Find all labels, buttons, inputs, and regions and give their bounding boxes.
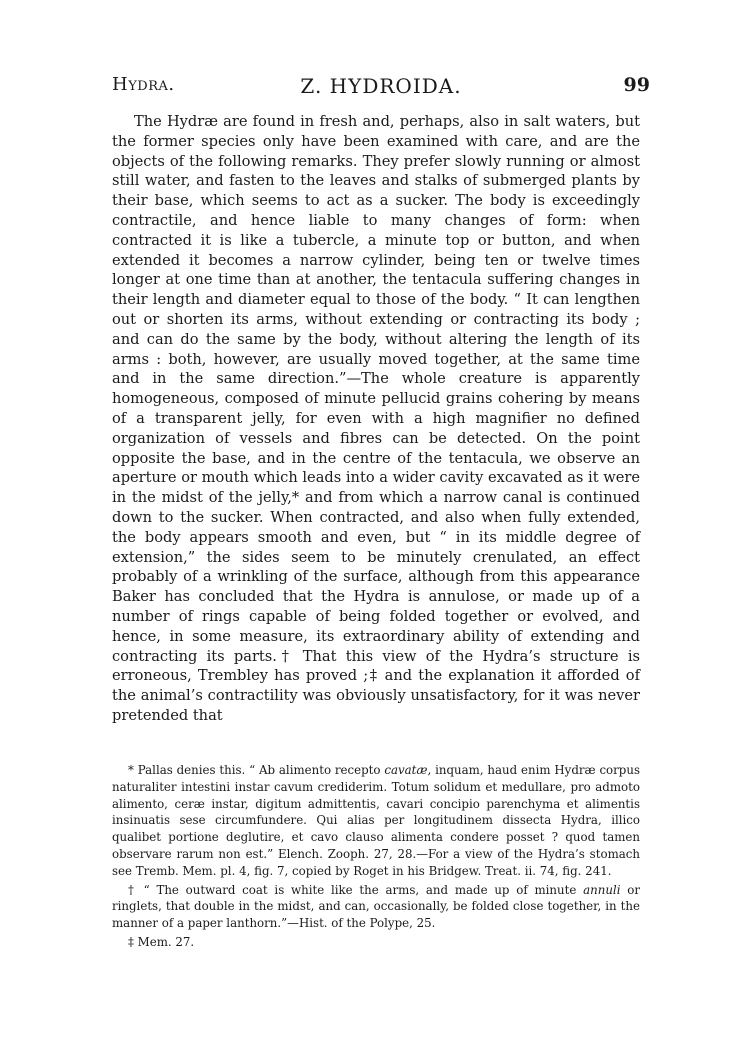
page-header: [112, 74, 650, 100]
footnote-double-dagger: ‡ Mem. 27.: [128, 934, 195, 949]
main-text: [112, 112, 640, 726]
footnote-italic: annuli: [583, 882, 621, 897]
body-paragraph: The Hydræ are found in fresh and, perhaps, also in salt waters, but the former species only have been examined with care, and are the objects of the following remarks. They prefer slowly running or almost still water, and fasten to the leaves and stalks of submerged plants by their base, which seems to act as a sucker. The body is exceedingly contractile, and hence liable to many changes of form: when contracted it is like a tubercle, a minute top or button, and when extended it becomes a narrow cylinder, being ten or twelve times longer at one time than at another, the tentacula suffering changes in their length and diameter equal to those of the body. “ It can lengthen out or shorten its arms, without extending or contracting its body ; and can do the same by the body, without altering the length of its arms : both, however, are usually moved together, at the same time and in the same direction.”—The whole creature is apparently homogeneous, composed of minute pellucid grains cohering by means of a transparent jelly, for even with a high magnifier no defined organization of vessels and fibres can be detected. On the point opposite the base, and in the centre of the tentacula, we observe an aperture or mouth which leads into a wider cavity excavated as it were in the midst of the jelly,* and from which a narrow canal is continued down to the sucker. When contracted, and also when fully extended, the body appears smooth and even, but “ in its middle degree of extension,” the sides seem to be minutely crenulated, an effect probably of a wrinkling of the surface, although from this appearance Baker has concluded that the Hydra is annulose, or made up of a number of rings capable of being folded together or evolved, and hence, in some measure, its extraordinary ability of extending and contracting its parts.† That this view of the Hydra’s structure is erroneous, Trembley has proved ;‡ and the explanation it afforded of the animal’s contractility was obviously unsatisfactory, for it was never pretended that: [112, 113, 640, 724]
footnote-italic: cavatæ: [384, 763, 428, 777]
footnote-text: or ringlets, that double in the midst, and can, occasionally, be folded close together, in the manner of a paper lanthorn.”—Hist. of the Polype, 25.: [112, 882, 640, 931]
footnotes: [112, 762, 640, 953]
footnote-text: , inquam, haud enim Hydræ corpus naturaliter intestini instar cavum crediderim. Totum solidum et medullare, pro admoto alimento, ceræ instar, digitum admittentis, cavari concipio parenchyma et alimentis insinuatis sese circumfundere. Qui alias per longitudinem dissecta Hydra, illico qualibet portione deglutire, et cavo clauso alimenta condere posset ? quod tamen observare rarum non est.” Elench. Zooph. 27, 28.—For a view of the Hydra’s stomach see Tremb. Mem. pl. 4, fig. 7, copied by Roget in his Bridgew. Treat. ii. 74, fig. 241.: [112, 763, 640, 878]
footnote-dagger: [112, 882, 640, 932]
running-title: Hydra.: [112, 74, 175, 95]
page-number: 99: [623, 74, 650, 96]
footnote-text: * Pallas denies this. “ Ab alimento recepto: [128, 763, 385, 777]
footnote-text: † “ The outward coat is white like the arms, and made up of minute: [128, 882, 584, 897]
chapter-title: Z. HYDROIDA.: [300, 74, 462, 98]
footnote-asterisk: [112, 762, 640, 880]
